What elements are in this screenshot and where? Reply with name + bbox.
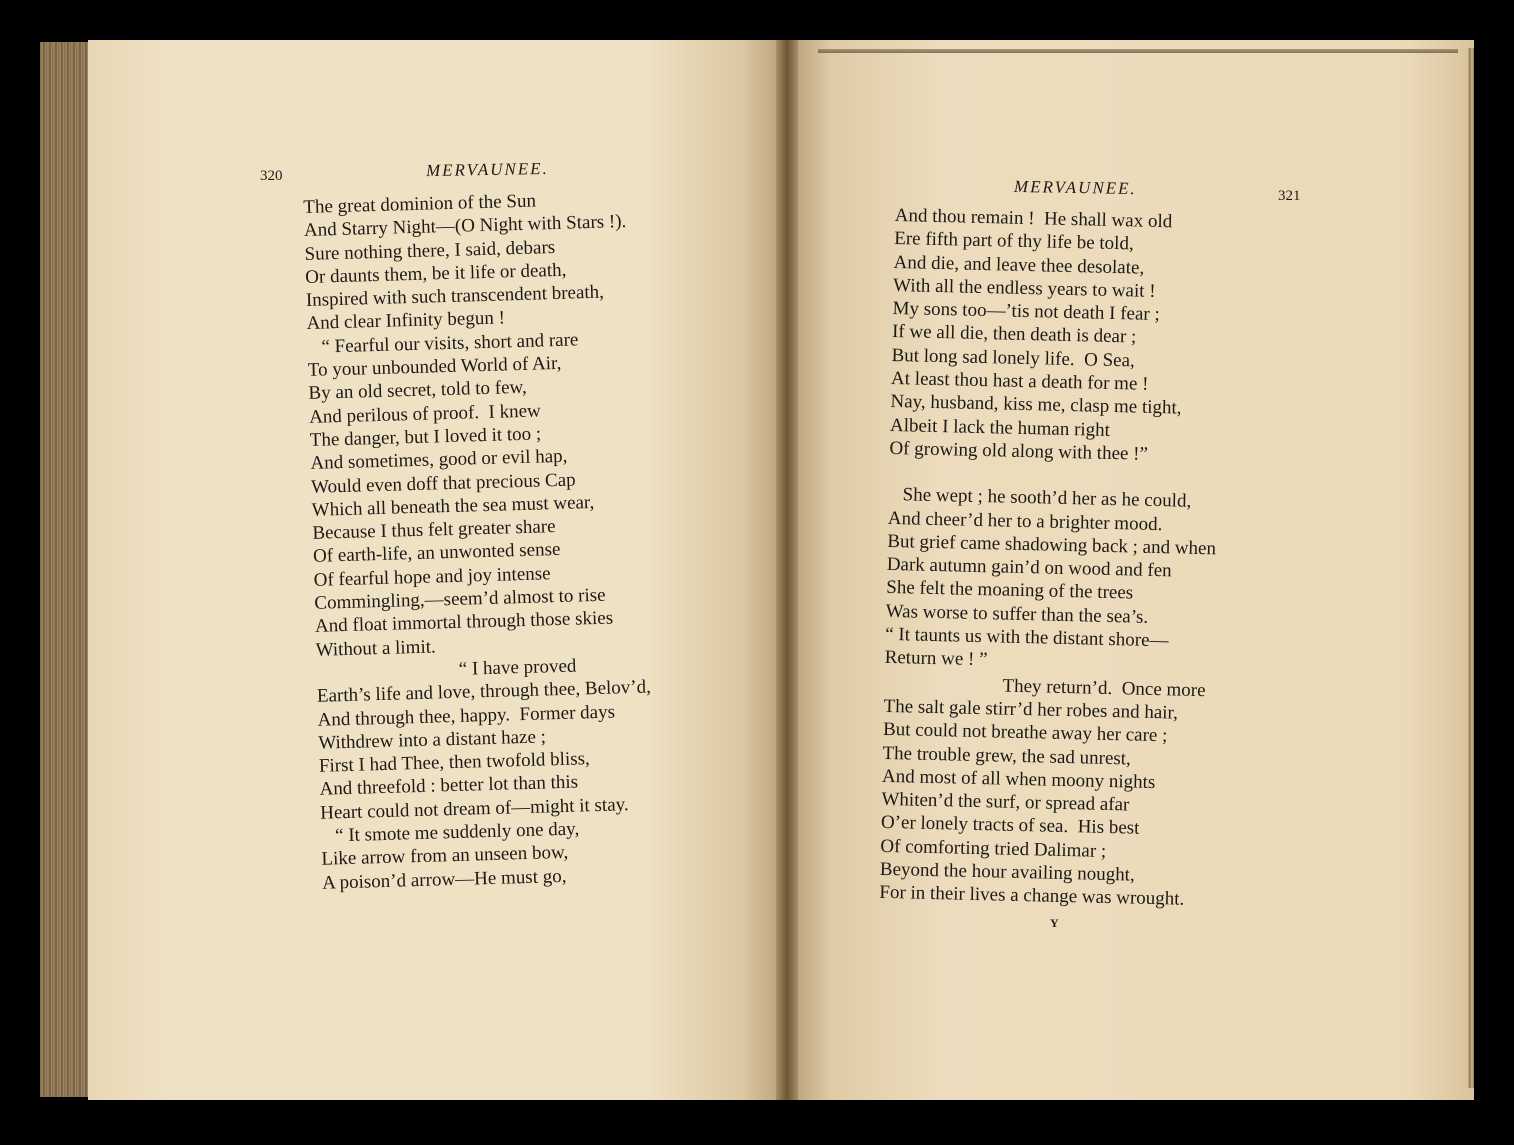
poem-line: Because I thus felt greater share: [312, 516, 556, 545]
poem-line: And die, and leave thee desolate,: [893, 251, 1145, 279]
stanza-3: [879, 672, 1213, 912]
poem-line: Beyond the hour availing nought,: [879, 858, 1135, 886]
poem-line: The salt gale stirr’d her robes and hair,: [883, 695, 1179, 724]
poem-line: For in their lives a change was wrought.: [879, 882, 1185, 911]
left-page-number: 320: [260, 168, 283, 184]
poem-line: “ I have proved: [316, 655, 577, 684]
poem-line: Earth’s life and love, through thee, Belov’d,: [316, 676, 652, 708]
poem-line: Withdrew into a distant haze ;: [317, 726, 547, 754]
poem-line: Like arrow from an unseen bow,: [321, 842, 569, 871]
poem-line: O’er lonely tracts of sea. His best: [880, 812, 1140, 840]
poem-line: If we all die, then death is dear ;: [891, 321, 1137, 348]
poem-line: My sons too—’tis not death I fear ;: [892, 298, 1160, 326]
poem-line: She wept ; he sooth’d her as he could,: [888, 484, 1192, 513]
poem-line: Ere fifth part of thy life be told,: [893, 228, 1134, 255]
poem-line: And Starry Night—(O Night with Stars !).: [303, 211, 627, 242]
poem-line: To your unbounded World of Air,: [307, 352, 562, 382]
left-running-head: MERVAUNEE.: [425, 158, 549, 181]
poem-line: But grief came shadowing back ; and when: [887, 530, 1217, 560]
poem-line: But could not breathe away her care ;: [882, 719, 1168, 747]
poem-line: She felt the moaning of the trees: [886, 577, 1134, 604]
poem-line: Of growing old along with thee !”: [889, 437, 1149, 465]
poem-line: And perilous of proof. I knew: [308, 400, 542, 428]
poem-line: Nay, husband, kiss me, clasp me tight,: [890, 391, 1182, 419]
poem-line: But long sad lonely life. O Sea,: [891, 344, 1136, 372]
right-running-head: MERVAUNEE.: [1013, 176, 1137, 199]
poem-line: Or daunts them, be it life or death,: [304, 259, 567, 288]
poem-line: The trouble grew, the sad unrest,: [882, 742, 1132, 770]
poem-line: First I had Thee, then twofold bliss,: [318, 748, 591, 777]
top-edge-shadow: [818, 49, 1458, 53]
poem-line: Was worse to suffer than the sea’s.: [885, 600, 1149, 628]
poem-line: “ It smote me suddenly one day,: [320, 818, 580, 847]
poem-line: “ It taunts us with the distant shore—: [884, 623, 1169, 652]
poem-line: The great dominion of the Sun: [303, 190, 537, 218]
poem-line: Commingling,—seem’d almost to rise: [314, 584, 606, 614]
poem-line: Of earth-life, an unwonted sense: [312, 539, 561, 568]
right-page-number: 321: [1278, 188, 1301, 204]
poem-line: And sometimes, good or evil hap,: [310, 445, 568, 475]
poem-line: A poison’d arrow—He must go,: [321, 865, 567, 894]
poem-line: Albeit I lack the human right: [889, 414, 1111, 441]
poem-line: They return’d. Once more: [883, 672, 1206, 701]
poem-line: Sure nothing there, I said, debars: [304, 236, 556, 265]
poem-line: The danger, but I loved it too ;: [309, 423, 542, 451]
signature-mark: Y: [1050, 916, 1059, 930]
poem-line: And thou remain ! He shall wax old: [894, 204, 1173, 233]
poem-line: And most of all when moony nights: [881, 765, 1156, 793]
poem-line: Heart could not dream of—might it stay.: [319, 793, 629, 824]
poem-line: With all the endless years to wait !: [892, 274, 1156, 302]
poem-line: Whiten’d the surf, or spread afar: [881, 788, 1130, 816]
poem-line: Of comforting tried Dalimar ;: [880, 835, 1107, 862]
open-book: [40, 40, 1474, 1100]
stanza-1: [889, 204, 1223, 468]
poem-line: And through thee, happy. Former days: [317, 701, 616, 731]
poem-line: Dark autumn gain’d on wood and fen: [886, 554, 1172, 582]
poem-line: By an old secret, told to few,: [308, 377, 528, 405]
poem-line: Would even doff that precious Cap: [310, 469, 576, 498]
page-edges-right: [1468, 48, 1474, 1088]
book-gutter: [776, 40, 798, 1100]
poem-line: And threefold : better lot than this: [319, 771, 579, 801]
left-poem-text: [303, 187, 656, 895]
poem-line: And float immortal through those skies: [314, 607, 614, 638]
poem-line: Inspired with such transcendent breath,: [305, 281, 605, 312]
right-poem-text: [879, 204, 1224, 912]
poem-line: Without a limit.: [315, 636, 437, 661]
poem-line: Of fearful hope and joy intense: [313, 562, 551, 591]
poem-line: “ Fearful our visits, short and rare: [306, 329, 579, 358]
poem-line: At least thou hast a death for me !: [890, 368, 1149, 395]
poem-line: Which all beneath the sea must wear,: [311, 491, 595, 521]
poem-line: Return we ! ”: [884, 647, 988, 671]
stanza-2: [884, 483, 1217, 677]
poem-line: And clear Infinity begun !: [306, 307, 506, 335]
poem-line: And cheer’d her to a brighter mood.: [887, 507, 1163, 535]
